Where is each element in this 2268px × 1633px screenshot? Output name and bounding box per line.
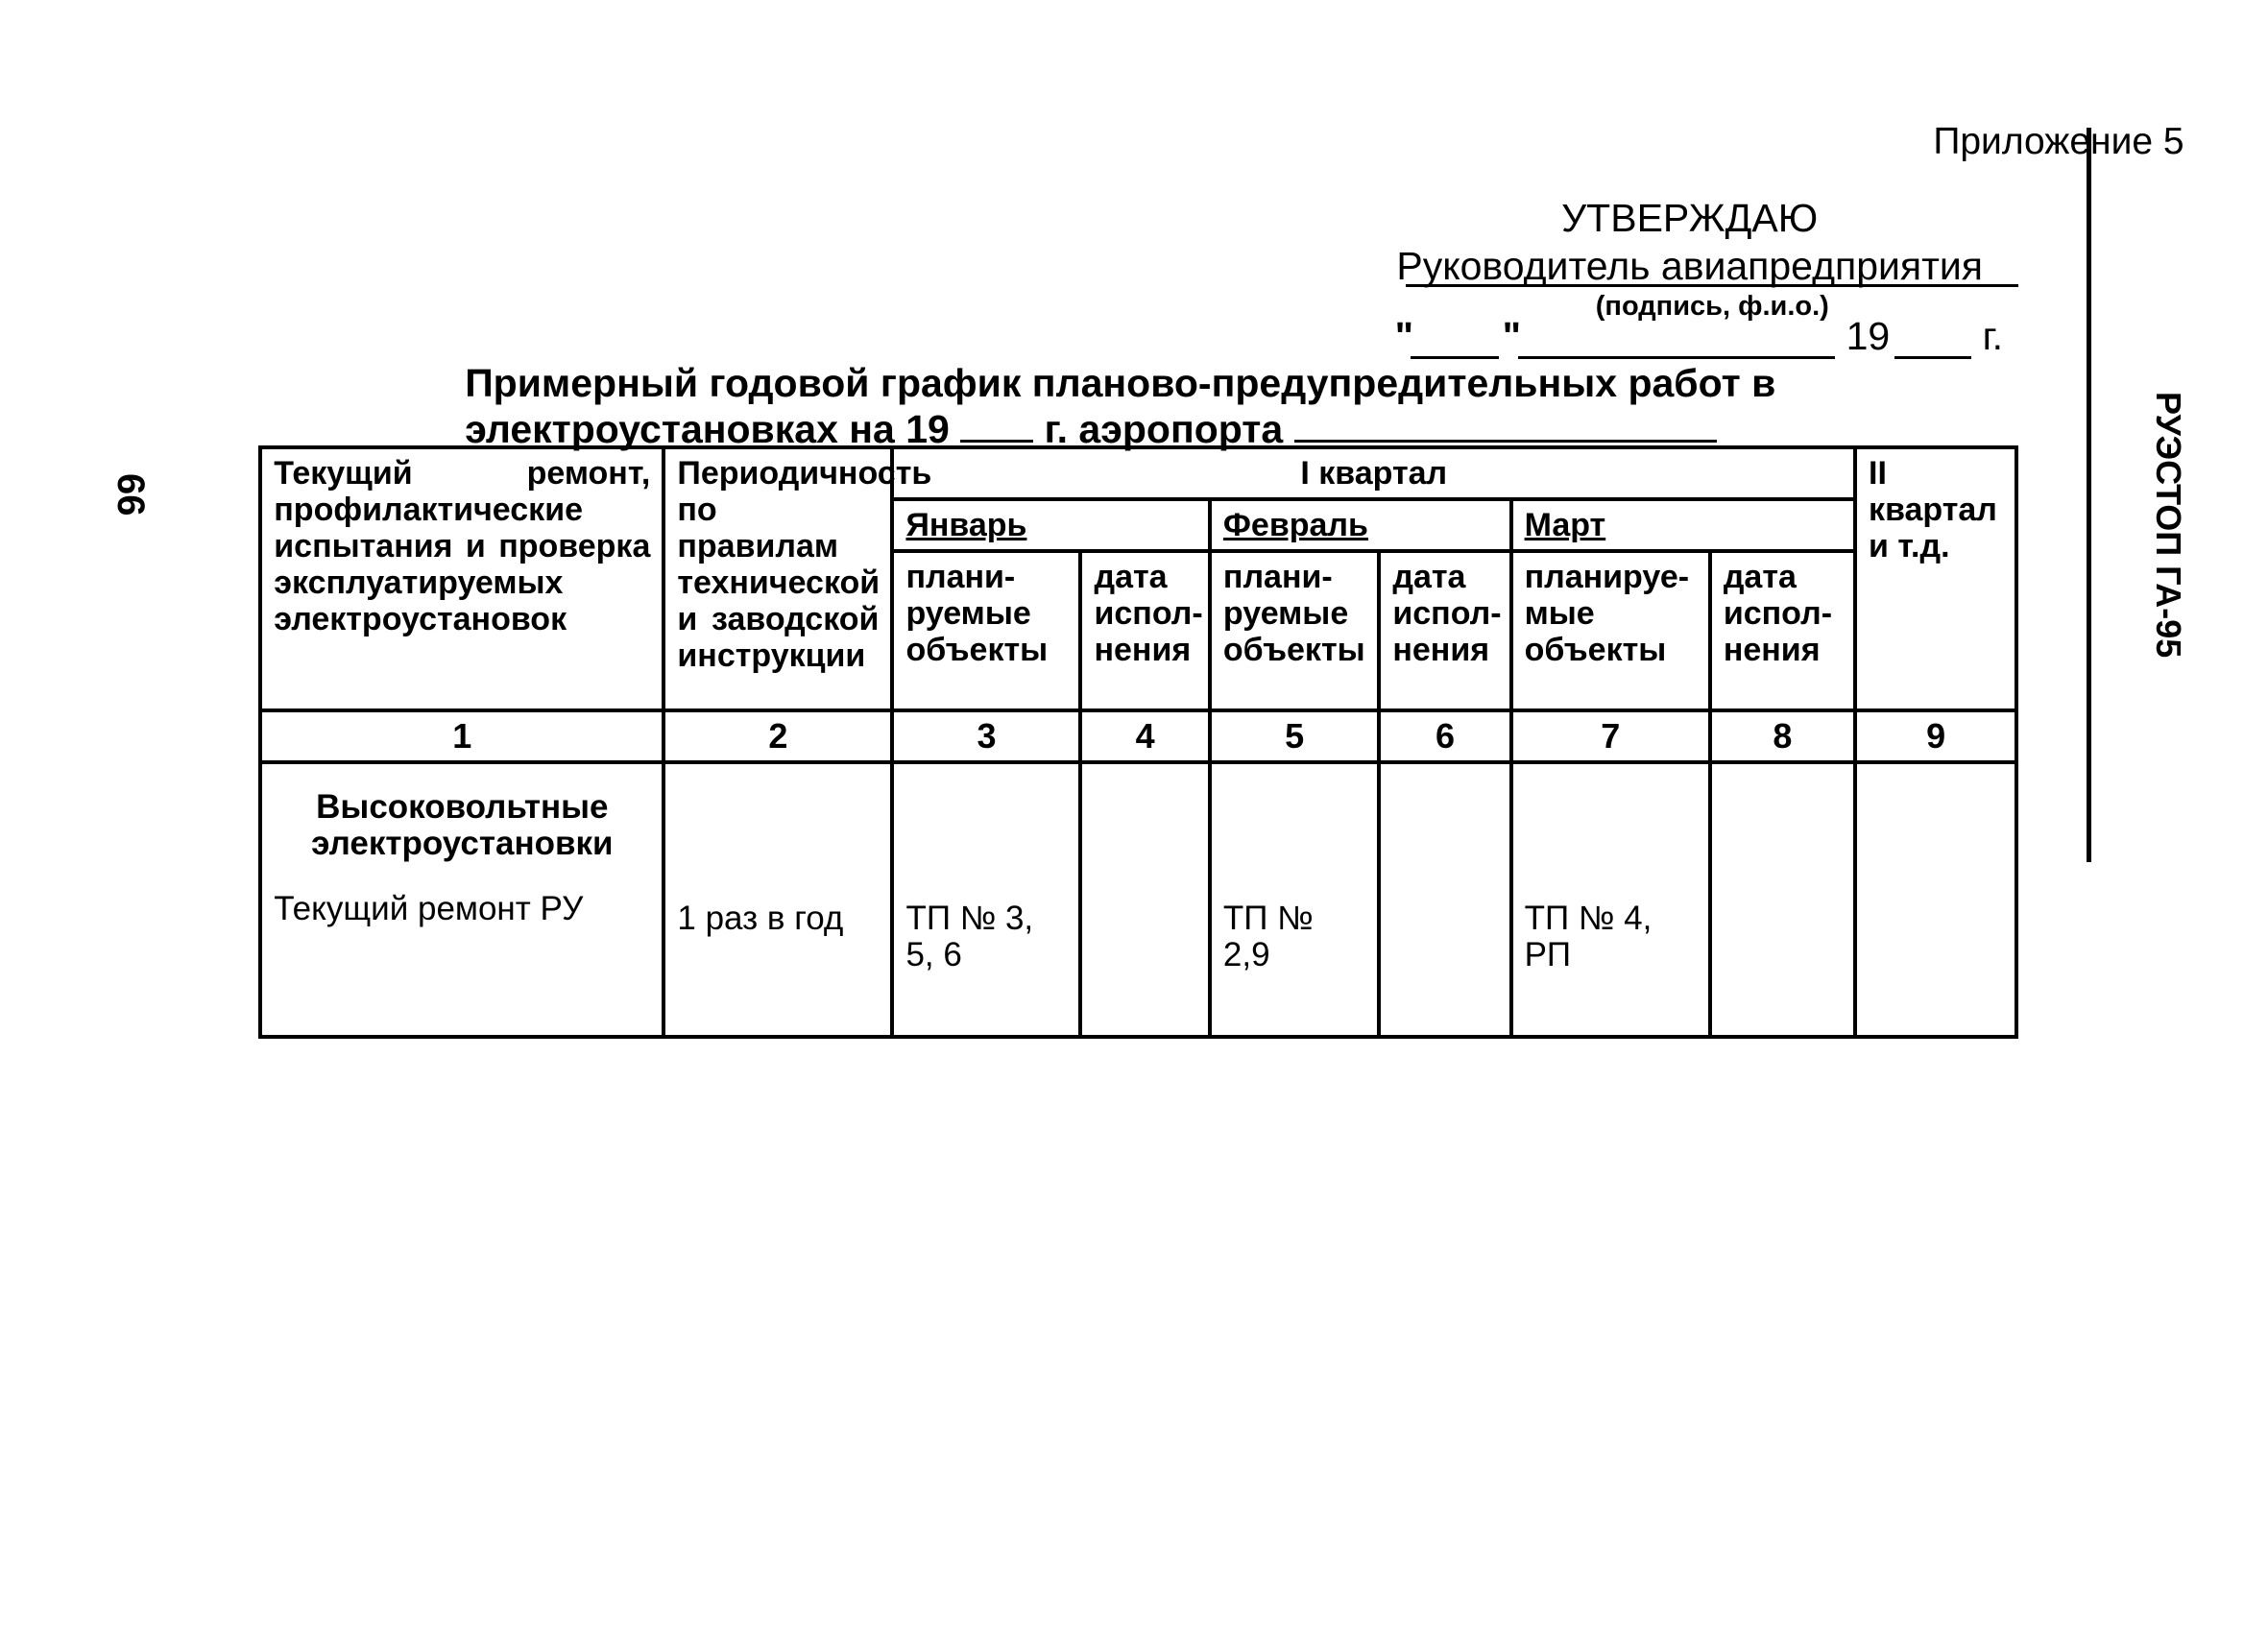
mar-done-header: дата испол-нения <box>1710 551 1855 710</box>
column-number: 6 <box>1379 710 1510 762</box>
mar-planned-cell <box>1511 762 1710 1037</box>
feb-planned-cell <box>1210 762 1379 1037</box>
day-blank <box>1411 356 1499 359</box>
signature-caption: (подпись, ф.и.о.) <box>1595 290 1829 322</box>
period-cell <box>664 762 892 1037</box>
appendix-label: Приложение 5 <box>1933 120 2184 162</box>
column-number: 2 <box>664 710 892 762</box>
column-number: 8 <box>1710 710 1855 762</box>
period-value: 1 раз в год <box>677 900 844 938</box>
column-number: 5 <box>1210 710 1379 762</box>
page-number: 66 <box>109 473 153 516</box>
mar-planned-header: планируе-мые объекты <box>1511 551 1710 710</box>
month-march: Март <box>1511 499 1855 551</box>
table-row <box>260 762 2016 1037</box>
feb-planned-header: плани-руемые объекты <box>1210 551 1379 710</box>
month-blank <box>1518 356 1835 359</box>
title-line-2 <box>465 405 1825 451</box>
approver-title: Руководитель авиапредприятия <box>1396 244 1983 289</box>
work-name: Текущий ремонт РУ <box>274 890 584 928</box>
jan-done-cell <box>1080 762 1209 1037</box>
year-blank <box>1894 356 1971 359</box>
jan-done-header: дата испол-нения <box>1080 551 1209 710</box>
year-prefix: 19 <box>1846 313 1891 358</box>
approve-heading: УТВЕРЖДАЮ <box>1561 196 1819 241</box>
document-title <box>465 361 1825 451</box>
jan-planned-header: плани-руемые объекты <box>892 551 1080 710</box>
col1-header: Текущий ремонт, профилактические испытания и проверка эксплуатируемых электроустановок <box>260 447 664 710</box>
approval-block <box>1384 194 1996 290</box>
signature-line <box>1406 284 2018 287</box>
mar-planned-value: ТП № 4, РП <box>1524 900 1653 974</box>
feb-done-cell <box>1379 762 1510 1037</box>
column-number: 3 <box>892 710 1080 762</box>
work-cell <box>260 762 664 1037</box>
open-quote: " <box>1394 313 1414 358</box>
column-number: 1 <box>260 710 664 762</box>
title-year-blank <box>960 405 1033 443</box>
title-line-1: Примерный годовой график планово-предупредительных работ в <box>465 360 1776 405</box>
jan-planned-cell <box>892 762 1080 1037</box>
quarter1-header: I квартал <box>892 447 1855 499</box>
column-number-row <box>260 710 2016 762</box>
title-line-2-part-a: электроустановках на 19 <box>465 406 950 451</box>
close-quote: " <box>1502 313 1522 358</box>
column-number: 4 <box>1080 710 1209 762</box>
column-number: 7 <box>1511 710 1710 762</box>
schedule-table <box>258 445 2018 1039</box>
mar-done-cell <box>1710 762 1855 1037</box>
col2-header: Периодичность по правилам технической и заводской инструкции <box>664 447 892 710</box>
section-heading: Высоковольтные электроустановки <box>311 788 614 863</box>
column-number: 9 <box>1855 710 2016 762</box>
feb-done-header: дата испол-нения <box>1379 551 1510 710</box>
jan-planned-value: ТП № 3, 5, 6 <box>905 900 1034 974</box>
margin-rule <box>2087 128 2091 862</box>
header-row-1 <box>260 447 2016 499</box>
quarter2-header: II квартал и т.д. <box>1855 447 2016 710</box>
document-code: РУЭСТОП ГА-95 <box>2149 392 2189 659</box>
title-line-2-part-b: г. аэропорта <box>1044 406 1284 451</box>
month-february: Февраль <box>1210 499 1511 551</box>
approval-date <box>1395 314 2030 362</box>
year-suffix: г. <box>1982 313 2003 358</box>
month-january: Январь <box>892 499 1209 551</box>
title-airport-blank <box>1294 405 1717 443</box>
q2-cell <box>1855 762 2016 1037</box>
feb-planned-value: ТП № 2,9 <box>1222 900 1314 974</box>
